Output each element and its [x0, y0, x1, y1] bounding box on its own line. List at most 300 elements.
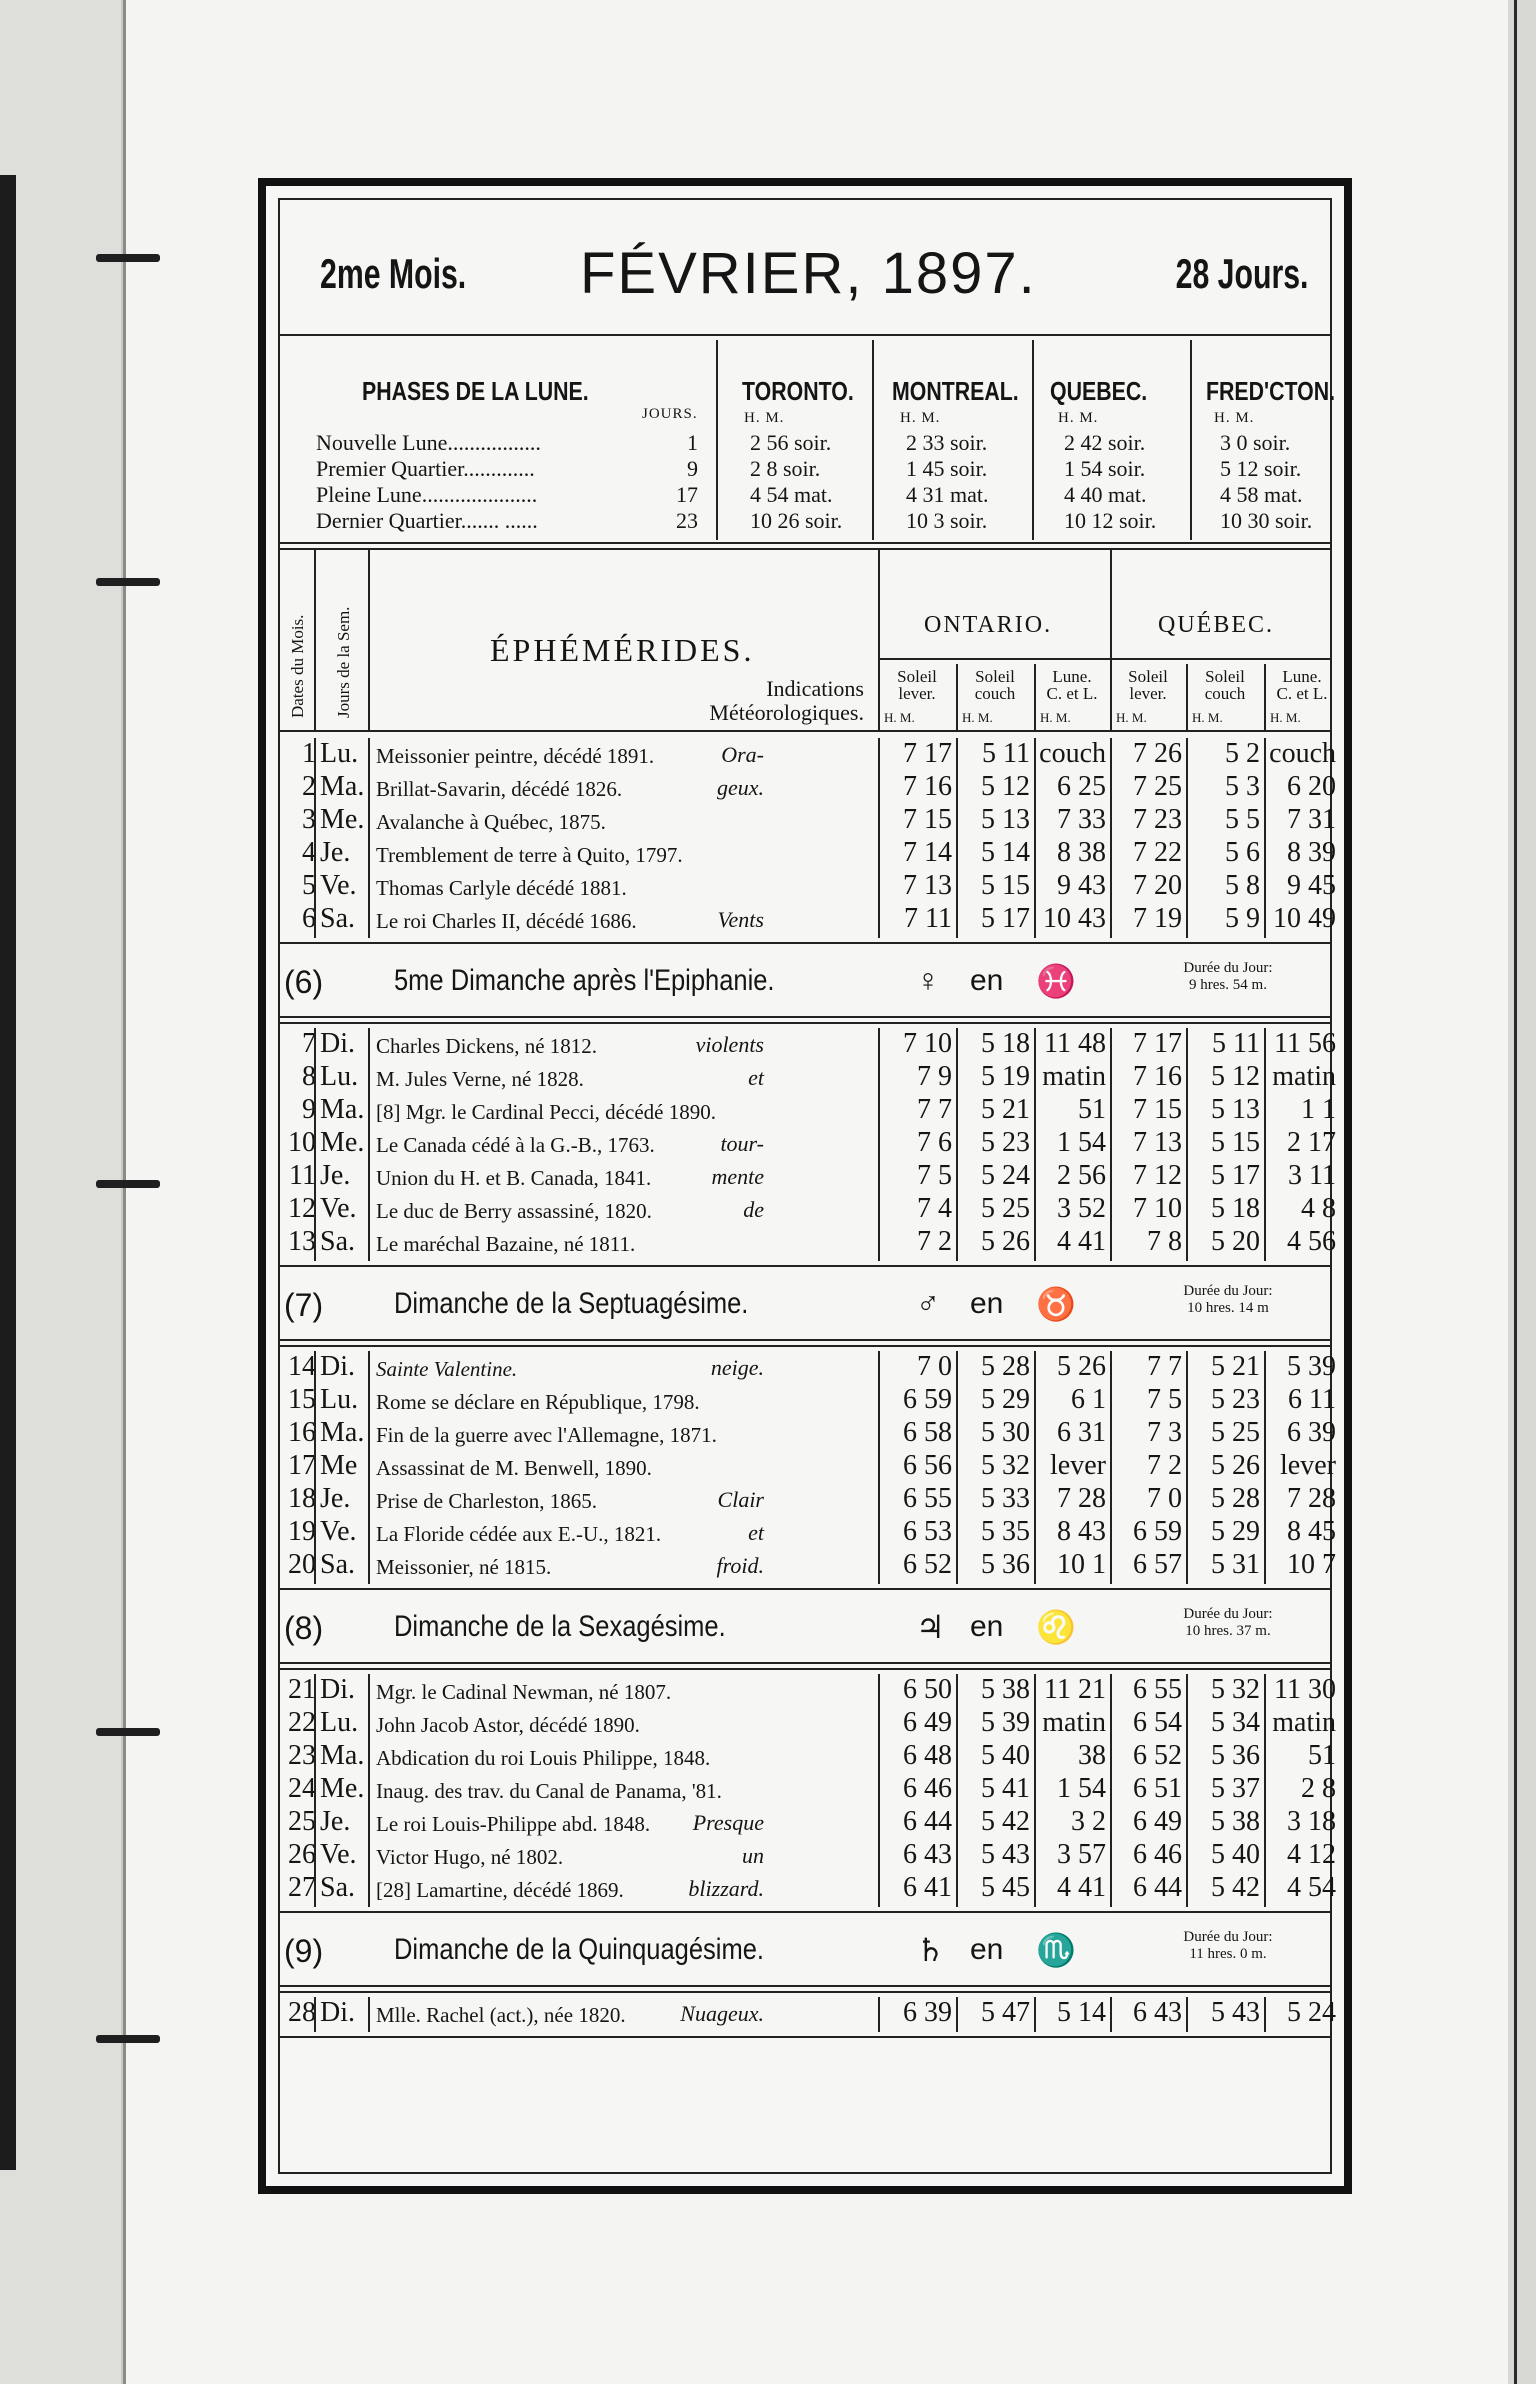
page-title: FÉVRIER, 1897.: [580, 241, 1037, 306]
table-row: [280, 771, 1336, 803]
time-value: 4 8: [1301, 1193, 1336, 1224]
weather-indication: et: [748, 1065, 764, 1090]
day-number: 5: [302, 870, 316, 901]
time-value: 7 2: [1147, 1450, 1182, 1481]
time-value: 5 11: [982, 738, 1030, 769]
event-text: Sainte Valentine.: [376, 1357, 518, 1381]
col-rule: [368, 1674, 370, 1907]
day-number: 4: [302, 837, 316, 868]
time-value: 2 8: [1301, 1773, 1336, 1804]
phase-day: 9: [687, 456, 698, 481]
zodiac-symbol: ♏: [1036, 1932, 1076, 1968]
phase-time: 2 33 soir.: [906, 430, 988, 455]
weekday: Di.: [320, 1997, 355, 2028]
zodiac-symbol: ♓: [1036, 963, 1076, 999]
time-value: 6 53: [903, 1516, 952, 1547]
phases-title: PHASES DE LA LUNE.: [362, 376, 589, 406]
time-value: 5 40: [1211, 1839, 1260, 1870]
time-value: 5 33: [981, 1483, 1030, 1514]
time-value: 5 2: [1225, 738, 1260, 769]
event-text: Le Canada cédé à la G.-B., 1763.: [376, 1133, 655, 1157]
col-rule: [956, 738, 958, 938]
time-value: 6 20: [1287, 771, 1336, 802]
table-row: [280, 1806, 1336, 1838]
table-row: [280, 1417, 1336, 1449]
day-number: 26: [288, 1839, 316, 1870]
column-subheader: [1186, 668, 1264, 702]
time-value: 5 43: [1211, 1997, 1260, 2028]
time-value: 7 28: [1057, 1483, 1106, 1514]
event-text: Tremblement de terre à Quito, 1797.: [376, 843, 683, 867]
time-value: 5 38: [1211, 1806, 1260, 1837]
col-rule: [1034, 1028, 1036, 1261]
time-value: 6 59: [903, 1384, 952, 1415]
binding-stitch: [96, 578, 160, 586]
phase-name: Nouvelle Lune.................: [316, 430, 541, 455]
time-value: 5 24: [981, 1160, 1030, 1191]
phase-name: Dernier Quartier....... ......: [316, 508, 538, 533]
subheader-line: Lune.: [1052, 667, 1092, 686]
weekday: Me.: [320, 804, 365, 835]
weather-indication: tour-: [720, 1131, 764, 1156]
time-value: 1 1: [1301, 1094, 1336, 1125]
time-value: 7 6: [917, 1127, 952, 1158]
time-value: 6 55: [1133, 1674, 1182, 1705]
time-value: 7 0: [1147, 1483, 1182, 1514]
time-value: 5 40: [981, 1740, 1030, 1771]
time-value: 7 14: [903, 837, 952, 868]
time-value: 5 32: [1211, 1674, 1260, 1705]
col-rule: [1186, 738, 1188, 938]
hm-label: H. M.: [1040, 710, 1071, 725]
planet-symbol: ♃: [916, 1609, 945, 1645]
phase-time: 2 56 soir.: [750, 430, 832, 455]
day-duration: [1128, 1283, 1328, 1317]
hm-label: H. M.: [1214, 410, 1255, 426]
section-rule: [280, 1588, 1330, 1590]
time-value: 5 29: [981, 1384, 1030, 1415]
time-value: 5 39: [1287, 1351, 1336, 1382]
time-value: 7 0: [917, 1351, 952, 1382]
time-value: 6 39: [1287, 1417, 1336, 1448]
sunday-number: (9): [284, 1933, 324, 1969]
day-number: 11: [289, 1160, 316, 1191]
city-fredericton: FRED'CTON.: [1206, 376, 1336, 406]
day-number: 28: [288, 1997, 316, 2028]
time-value: 5 6: [1225, 837, 1260, 868]
col-rule: [314, 1997, 316, 2032]
time-value: 7 11: [904, 903, 952, 934]
month-number: 2me Mois.: [320, 250, 467, 297]
time-value: 7 28: [1287, 1483, 1336, 1514]
jours-label: JOURS.: [642, 406, 698, 422]
weekday: Sa.: [320, 1226, 355, 1257]
weekday: Ma.: [320, 1417, 365, 1448]
time-value: 5 26: [1211, 1450, 1260, 1481]
duration-label: Durée du Jour:: [1183, 1606, 1273, 1622]
day-number: 7: [302, 1028, 316, 1059]
en-label: en: [970, 1287, 1004, 1320]
weather-indication: et: [748, 1520, 764, 1545]
time-value: 1 54: [1057, 1127, 1106, 1158]
time-value: 4 41: [1057, 1872, 1106, 1903]
planet-symbol: ♂: [916, 1285, 940, 1321]
sunday-title: Dimanche de la Quinquagésime.: [394, 1933, 764, 1966]
hm-label: H. M.: [1270, 710, 1301, 725]
col-rule: [878, 1674, 880, 1907]
column-subheader: [1110, 668, 1186, 702]
table-row: [280, 1516, 1336, 1548]
subheader-line: C. et L.: [1046, 684, 1098, 703]
time-value: 4 54: [1287, 1872, 1336, 1903]
time-value: 7 25: [1133, 771, 1182, 802]
event-text: Le duc de Berry assassiné, 1820.: [376, 1199, 652, 1223]
duration-label: Durée du Jour:: [1183, 960, 1273, 976]
day-number: 18: [288, 1483, 316, 1514]
day-number: 6: [302, 903, 316, 934]
weather-indication: froid.: [716, 1553, 764, 1578]
time-value: 7 23: [1133, 804, 1182, 835]
col-rule: [878, 1028, 880, 1261]
time-value: 10 43: [1043, 903, 1106, 934]
time-value: matin: [1042, 1707, 1106, 1738]
weekday: Di.: [320, 1028, 355, 1059]
event-text: John Jacob Astor, décédé 1890.: [376, 1713, 640, 1737]
sunday-title: Dimanche de la Sexagésime.: [394, 1610, 726, 1643]
time-value: 8 38: [1057, 837, 1106, 868]
event-text: Victor Hugo, né 1802.: [376, 1845, 564, 1869]
event-text: Rome se déclare en République, 1798.: [376, 1390, 700, 1414]
phase-time: 10 30 soir.: [1220, 508, 1313, 533]
hm-label: H. M.: [962, 710, 993, 725]
day-duration: [1128, 1929, 1328, 1963]
phase-time: 5 12 soir.: [1220, 456, 1302, 481]
duration-label: Durée du Jour:: [1183, 1929, 1273, 1945]
col-rule: [1264, 1028, 1266, 1261]
day-number: 17: [288, 1450, 316, 1481]
event-text: Mlle. Rachel (act.), née 1820.: [376, 2003, 626, 2027]
time-value: 3 2: [1071, 1806, 1106, 1837]
col-rule: [1110, 664, 1112, 730]
subheader-line: Soleil: [897, 667, 937, 686]
time-value: 5 21: [1211, 1351, 1260, 1382]
hm-label: H. M.: [900, 410, 941, 426]
time-value: 7 15: [1133, 1094, 1182, 1125]
table-row: [280, 1707, 1336, 1739]
time-value: 5 23: [1211, 1384, 1260, 1415]
weather-indication: un: [742, 1843, 764, 1868]
col-rule: [1110, 1028, 1112, 1261]
event-text: [28] Lamartine, décédé 1869.: [376, 1878, 624, 1902]
region-divider: [878, 658, 1330, 660]
time-value: 6 39: [903, 1997, 952, 2028]
time-value: 6 52: [1133, 1740, 1182, 1771]
col-rule: [878, 738, 880, 938]
time-value: 10 1: [1057, 1549, 1106, 1580]
time-value: 5 32: [981, 1450, 1030, 1481]
section-rule: [280, 942, 1330, 944]
time-value: 7 13: [1133, 1127, 1182, 1158]
time-value: 1 54: [1057, 1773, 1106, 1804]
col-rule: [1186, 1997, 1188, 2032]
weekday: Ma.: [320, 1094, 365, 1125]
phase-time: 4 54 mat.: [750, 482, 833, 507]
meteo-label: Météorologiques.: [709, 700, 864, 725]
hm-label: H. M.: [1116, 710, 1147, 725]
weather-indication: de: [743, 1197, 764, 1222]
event-text: Abdication du roi Louis Philippe, 1848.: [376, 1746, 711, 1770]
table-row: [280, 1160, 1336, 1192]
time-value: 6 25: [1057, 771, 1106, 802]
phase-time: 4 31 mat.: [906, 482, 989, 507]
time-value: 5 42: [981, 1806, 1030, 1837]
weather-indication: Nuageux.: [680, 2001, 764, 2026]
phase-time: 1 45 soir.: [906, 456, 988, 481]
section-rule: [280, 2036, 1330, 2038]
en-label: en: [970, 964, 1004, 997]
col-rule: [1110, 1674, 1112, 1907]
col-rule: [1034, 1351, 1036, 1584]
duration-value: 10 hres. 37 m.: [1185, 1623, 1271, 1639]
phase-time: 4 40 mat.: [1064, 482, 1147, 507]
day-number: 20: [288, 1549, 316, 1580]
day-number: 13: [288, 1226, 316, 1257]
table-row: [280, 1127, 1336, 1159]
phase-name: Premier Quartier.............: [316, 456, 535, 481]
time-value: 5 8: [1225, 870, 1260, 901]
weekday: Ve.: [320, 1516, 357, 1547]
region-ontario: ONTARIO.: [924, 612, 1053, 638]
table-row: [280, 1351, 1336, 1383]
time-value: 5 23: [981, 1127, 1030, 1158]
city-toronto: TORONTO.: [742, 376, 854, 406]
page-edge: [1508, 0, 1536, 2384]
time-value: 7 10: [903, 1028, 952, 1059]
table-row: [280, 804, 1336, 836]
time-value: 7 17: [1133, 1028, 1182, 1059]
weekday: Me: [320, 1450, 358, 1481]
time-value: 5 20: [1211, 1226, 1260, 1257]
time-value: 5 12: [1211, 1061, 1260, 1092]
col-rule: [878, 550, 880, 730]
weekday: Ma.: [320, 1740, 365, 1771]
time-value: 5 39: [981, 1707, 1030, 1738]
day-number: 27: [288, 1872, 316, 1903]
phase-divider: [716, 340, 718, 540]
day-number: 1: [302, 738, 316, 769]
time-value: 10 49: [1273, 903, 1336, 934]
time-value: 6 49: [903, 1707, 952, 1738]
table-row: [280, 1094, 1336, 1126]
weekday: Ve.: [320, 1193, 357, 1224]
table-row: [280, 738, 1336, 770]
time-value: 3 57: [1057, 1839, 1106, 1870]
day-number: 25: [288, 1806, 316, 1837]
time-value: 5 9: [1225, 903, 1260, 934]
col-rule: [1264, 1351, 1266, 1584]
phase-time: 3 0 soir.: [1220, 430, 1291, 455]
time-value: 5 11: [1212, 1028, 1260, 1059]
time-value: lever: [1280, 1450, 1336, 1481]
time-value: 6 56: [903, 1450, 952, 1481]
time-value: couch: [1269, 738, 1336, 769]
hm-label: H. M.: [1192, 710, 1223, 725]
time-value: 5 24: [1287, 1997, 1336, 2028]
event-text: Le roi Charles II, décédé 1686.: [376, 909, 637, 933]
subheader-line: Soleil: [1128, 667, 1168, 686]
table-row: [280, 837, 1336, 869]
time-value: 7 4: [917, 1193, 952, 1224]
table-row: [280, 1839, 1336, 1871]
col-rule: [1186, 1351, 1188, 1584]
time-value: 6 44: [903, 1806, 952, 1837]
time-value: 6 49: [1133, 1806, 1182, 1837]
binding-stitch: [96, 1180, 160, 1188]
weekday: Sa.: [320, 903, 355, 934]
time-value: 5 17: [981, 903, 1030, 934]
indications-label: Indications: [766, 676, 864, 701]
time-value: 3 18: [1287, 1806, 1336, 1837]
time-value: 5 26: [1057, 1351, 1106, 1382]
event-text: Fin de la guerre avec l'Allemagne, 1871.: [376, 1423, 717, 1447]
time-value: 7 7: [1147, 1351, 1182, 1382]
event-text: Le roi Louis-Philippe abd. 1848.: [376, 1812, 651, 1836]
time-value: 5 14: [1057, 1997, 1106, 2028]
time-value: 7 13: [903, 870, 952, 901]
day-number: 8: [302, 1061, 316, 1092]
region-quebec: QUÉBEC.: [1158, 612, 1274, 638]
subheader-line: lever.: [1129, 684, 1167, 703]
event-text: Meissonier peintre, décédé 1891.: [376, 744, 655, 768]
day-duration: [1128, 1606, 1328, 1640]
time-value: 7 16: [903, 771, 952, 802]
duration-label: Durée du Jour:: [1183, 1283, 1273, 1299]
weekday: Ma.: [320, 771, 365, 802]
subheader-line: Soleil: [1205, 667, 1245, 686]
table-row: [280, 1773, 1336, 1805]
time-value: 11 21: [1044, 1674, 1106, 1705]
column-subheader: [1034, 668, 1110, 702]
time-value: 8 43: [1057, 1516, 1106, 1547]
time-value: 6 31: [1057, 1417, 1106, 1448]
time-value: 7 2: [917, 1226, 952, 1257]
weather-indication: Presque: [692, 1810, 764, 1835]
column-subheader: [956, 668, 1034, 702]
col-rule: [368, 1351, 370, 1584]
time-value: 5 14: [981, 837, 1030, 868]
zodiac-symbol: ♌: [1036, 1609, 1076, 1645]
section-rule: [280, 1911, 1330, 1913]
weekday: Di.: [320, 1351, 355, 1382]
time-value: 6 11: [1288, 1384, 1336, 1415]
col-rule: [314, 738, 316, 938]
table-row: [280, 1028, 1336, 1060]
header-divider: [280, 334, 1330, 336]
phase-day: 23: [676, 508, 698, 533]
time-value: 7 8: [1147, 1226, 1182, 1257]
section-rule: [280, 1662, 1330, 1670]
time-value: 5 19: [981, 1061, 1030, 1092]
time-value: 5 30: [981, 1417, 1030, 1448]
col-rule: [1186, 1028, 1188, 1261]
time-value: 7 22: [1133, 837, 1182, 868]
time-value: 7 17: [903, 738, 952, 769]
binding-stitch: [96, 254, 160, 262]
time-value: 6 46: [903, 1773, 952, 1804]
col-rule: [1110, 1997, 1112, 2032]
time-value: 51: [1308, 1740, 1336, 1771]
time-value: 7 5: [1147, 1384, 1182, 1415]
table-row: [280, 1997, 1336, 2029]
table-row: [280, 1872, 1336, 1904]
time-value: 5 15: [981, 870, 1030, 901]
day-number: 10: [288, 1127, 316, 1158]
table-row: [280, 1193, 1336, 1225]
time-value: 5 25: [981, 1193, 1030, 1224]
days-count: 28 Jours.: [1175, 250, 1308, 297]
time-value: 7 33: [1057, 804, 1106, 835]
hm-label: H. M.: [1058, 410, 1099, 426]
en-label: en: [970, 1933, 1004, 1966]
phase-divider: [1032, 340, 1034, 540]
table-row: [280, 1674, 1336, 1706]
time-value: 5 28: [981, 1351, 1030, 1382]
day-number: 2: [302, 771, 316, 802]
time-value: 3 52: [1057, 1193, 1106, 1224]
phase-time: 1 54 soir.: [1064, 456, 1146, 481]
phase-day: 17: [676, 482, 698, 507]
time-value: 8 39: [1287, 837, 1336, 868]
col-rule: [1110, 738, 1112, 938]
phase-name: Pleine Lune.....................: [316, 482, 538, 507]
binding-thread: [123, 0, 126, 2384]
time-value: matin: [1272, 1707, 1336, 1738]
col-rule: [878, 1997, 880, 2032]
phase-divider: [872, 340, 874, 540]
time-value: 7 16: [1133, 1061, 1182, 1092]
city-montreal: MONTREAL.: [892, 376, 1019, 406]
col-rule: [878, 1351, 880, 1584]
time-value: 3 11: [1288, 1160, 1336, 1191]
duration-value: 9 hres. 54 m.: [1189, 977, 1267, 993]
time-value: 8 45: [1287, 1516, 1336, 1547]
table-row: [280, 1384, 1336, 1416]
weekday: Lu.: [320, 1707, 359, 1738]
event-text: Inaug. des trav. du Canal de Panama, '81.: [376, 1779, 722, 1803]
col-rule: [1110, 1351, 1112, 1584]
time-value: 5 43: [981, 1839, 1030, 1870]
subheader-line: C. et L.: [1276, 684, 1328, 703]
table-row: [280, 1483, 1336, 1515]
col-rule: [314, 1028, 316, 1261]
page-edge-line: [1514, 0, 1517, 2384]
time-value: 6 52: [903, 1549, 952, 1580]
zodiac-symbol: ♉: [1036, 1286, 1076, 1322]
phase-time: 4 58 mat.: [1220, 482, 1303, 507]
subheader-line: lever.: [898, 684, 936, 703]
col-rule: [314, 550, 316, 730]
col-rule: [956, 1351, 958, 1584]
event-text: Assassinat de M. Benwell, 1890.: [376, 1456, 652, 1480]
time-value: 5 38: [981, 1674, 1030, 1705]
time-value: 11 56: [1274, 1028, 1336, 1059]
col-rule: [956, 1997, 958, 2032]
weather-indication: mente: [711, 1164, 764, 1189]
time-value: 7 31: [1287, 804, 1336, 835]
time-value: 6 46: [1133, 1839, 1182, 1870]
time-value: couch: [1039, 738, 1106, 769]
time-value: 5 28: [1211, 1483, 1260, 1514]
